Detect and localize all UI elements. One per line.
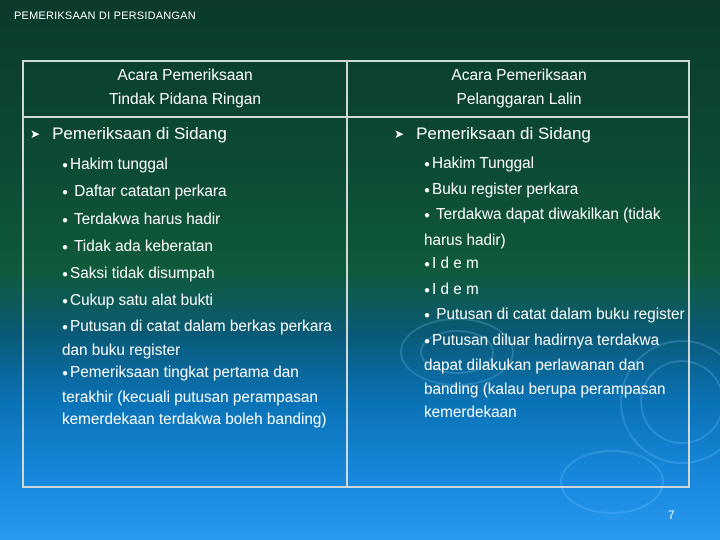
- bullet-icon: ●: [424, 335, 431, 347]
- bullet-icon: ●: [424, 259, 431, 270]
- list-item: ● Buku register perkara: [424, 180, 579, 198]
- bullet-icon: ●: [62, 160, 69, 171]
- list-item: ● I d e m: [424, 280, 479, 298]
- left-item-list: [62, 152, 332, 431]
- bullet-icon: ●: [62, 321, 69, 333]
- header-divider: [24, 116, 688, 118]
- bullet-icon: ●: [424, 184, 431, 196]
- column-divider: [346, 62, 348, 486]
- list-item: ● Hakim tunggal: [62, 156, 168, 173]
- list-item: ● Hakim Tunggal: [424, 155, 535, 172]
- list-item: ● Pemeriksaan tingkat pertama dan terakhir (kecuali putusan perampasan kemerdekaan terdakwa boleh banding): [62, 364, 327, 428]
- left-section-label: Pemeriksaan di Sidang: [52, 124, 227, 143]
- bullet-icon: ●: [62, 269, 69, 281]
- comparison-table: [22, 60, 690, 488]
- bullet-icon: ●: [424, 310, 431, 321]
- bullet-icon: ●: [62, 187, 69, 199]
- slide-title: PEMERIKSAAN DI PERSIDANGAN: [14, 10, 196, 22]
- list-item: ● Terdakwa harus hadir: [62, 210, 221, 228]
- list-item: ● Putusan di catat dalam buku register: [424, 306, 685, 323]
- list-item: ● I d e m: [424, 255, 479, 272]
- bullet-icon: ●: [424, 210, 431, 221]
- right-header-line1: Acara Pemeriksaan: [451, 67, 587, 84]
- right-item-list: [424, 152, 694, 425]
- right-column-header: [348, 64, 690, 112]
- right-section-label: Pemeriksaan di Sidang: [416, 124, 591, 143]
- bullet-icon: ●: [62, 296, 69, 308]
- list-item: ● Daftar catatan perkara: [62, 183, 227, 201]
- bullet-icon: ●: [62, 214, 69, 226]
- list-item: ● Cukup satu alat bukti: [62, 292, 213, 310]
- left-header-line2: Tindak Pidana Ringan: [109, 91, 261, 108]
- list-item: ● Saksi tidak disumpah: [62, 265, 215, 283]
- arrow-bullet-icon: ➤: [394, 127, 405, 141]
- left-header-line1: Acara Pemeriksaan: [117, 67, 253, 84]
- list-item: ● Putusan diluar hadirnya terdakwa dapat dilakukan perlawanan dan banding (kalau berupa perampasan kemerdekaan: [424, 331, 666, 421]
- list-item: ● Tidak ada keberatan: [62, 237, 213, 255]
- bullet-icon: ●: [62, 368, 69, 380]
- list-item: ● Terdakwa dapat diwakilkan (tidak harus hadir): [424, 206, 661, 249]
- right-header-line2: Pelanggaran Lalin: [456, 91, 582, 108]
- bullet-icon: ●: [62, 241, 69, 253]
- page-number: 7: [668, 508, 675, 522]
- left-column-header: [24, 64, 346, 112]
- bullet-icon: ●: [424, 284, 431, 296]
- bullet-icon: ●: [424, 159, 431, 170]
- arrow-bullet-icon: ➤: [30, 127, 41, 141]
- list-item: ● Putusan di catat dalam berkas perkara dan buku register: [62, 317, 332, 360]
- right-section-title: [394, 122, 591, 147]
- left-section-title: [30, 122, 227, 147]
